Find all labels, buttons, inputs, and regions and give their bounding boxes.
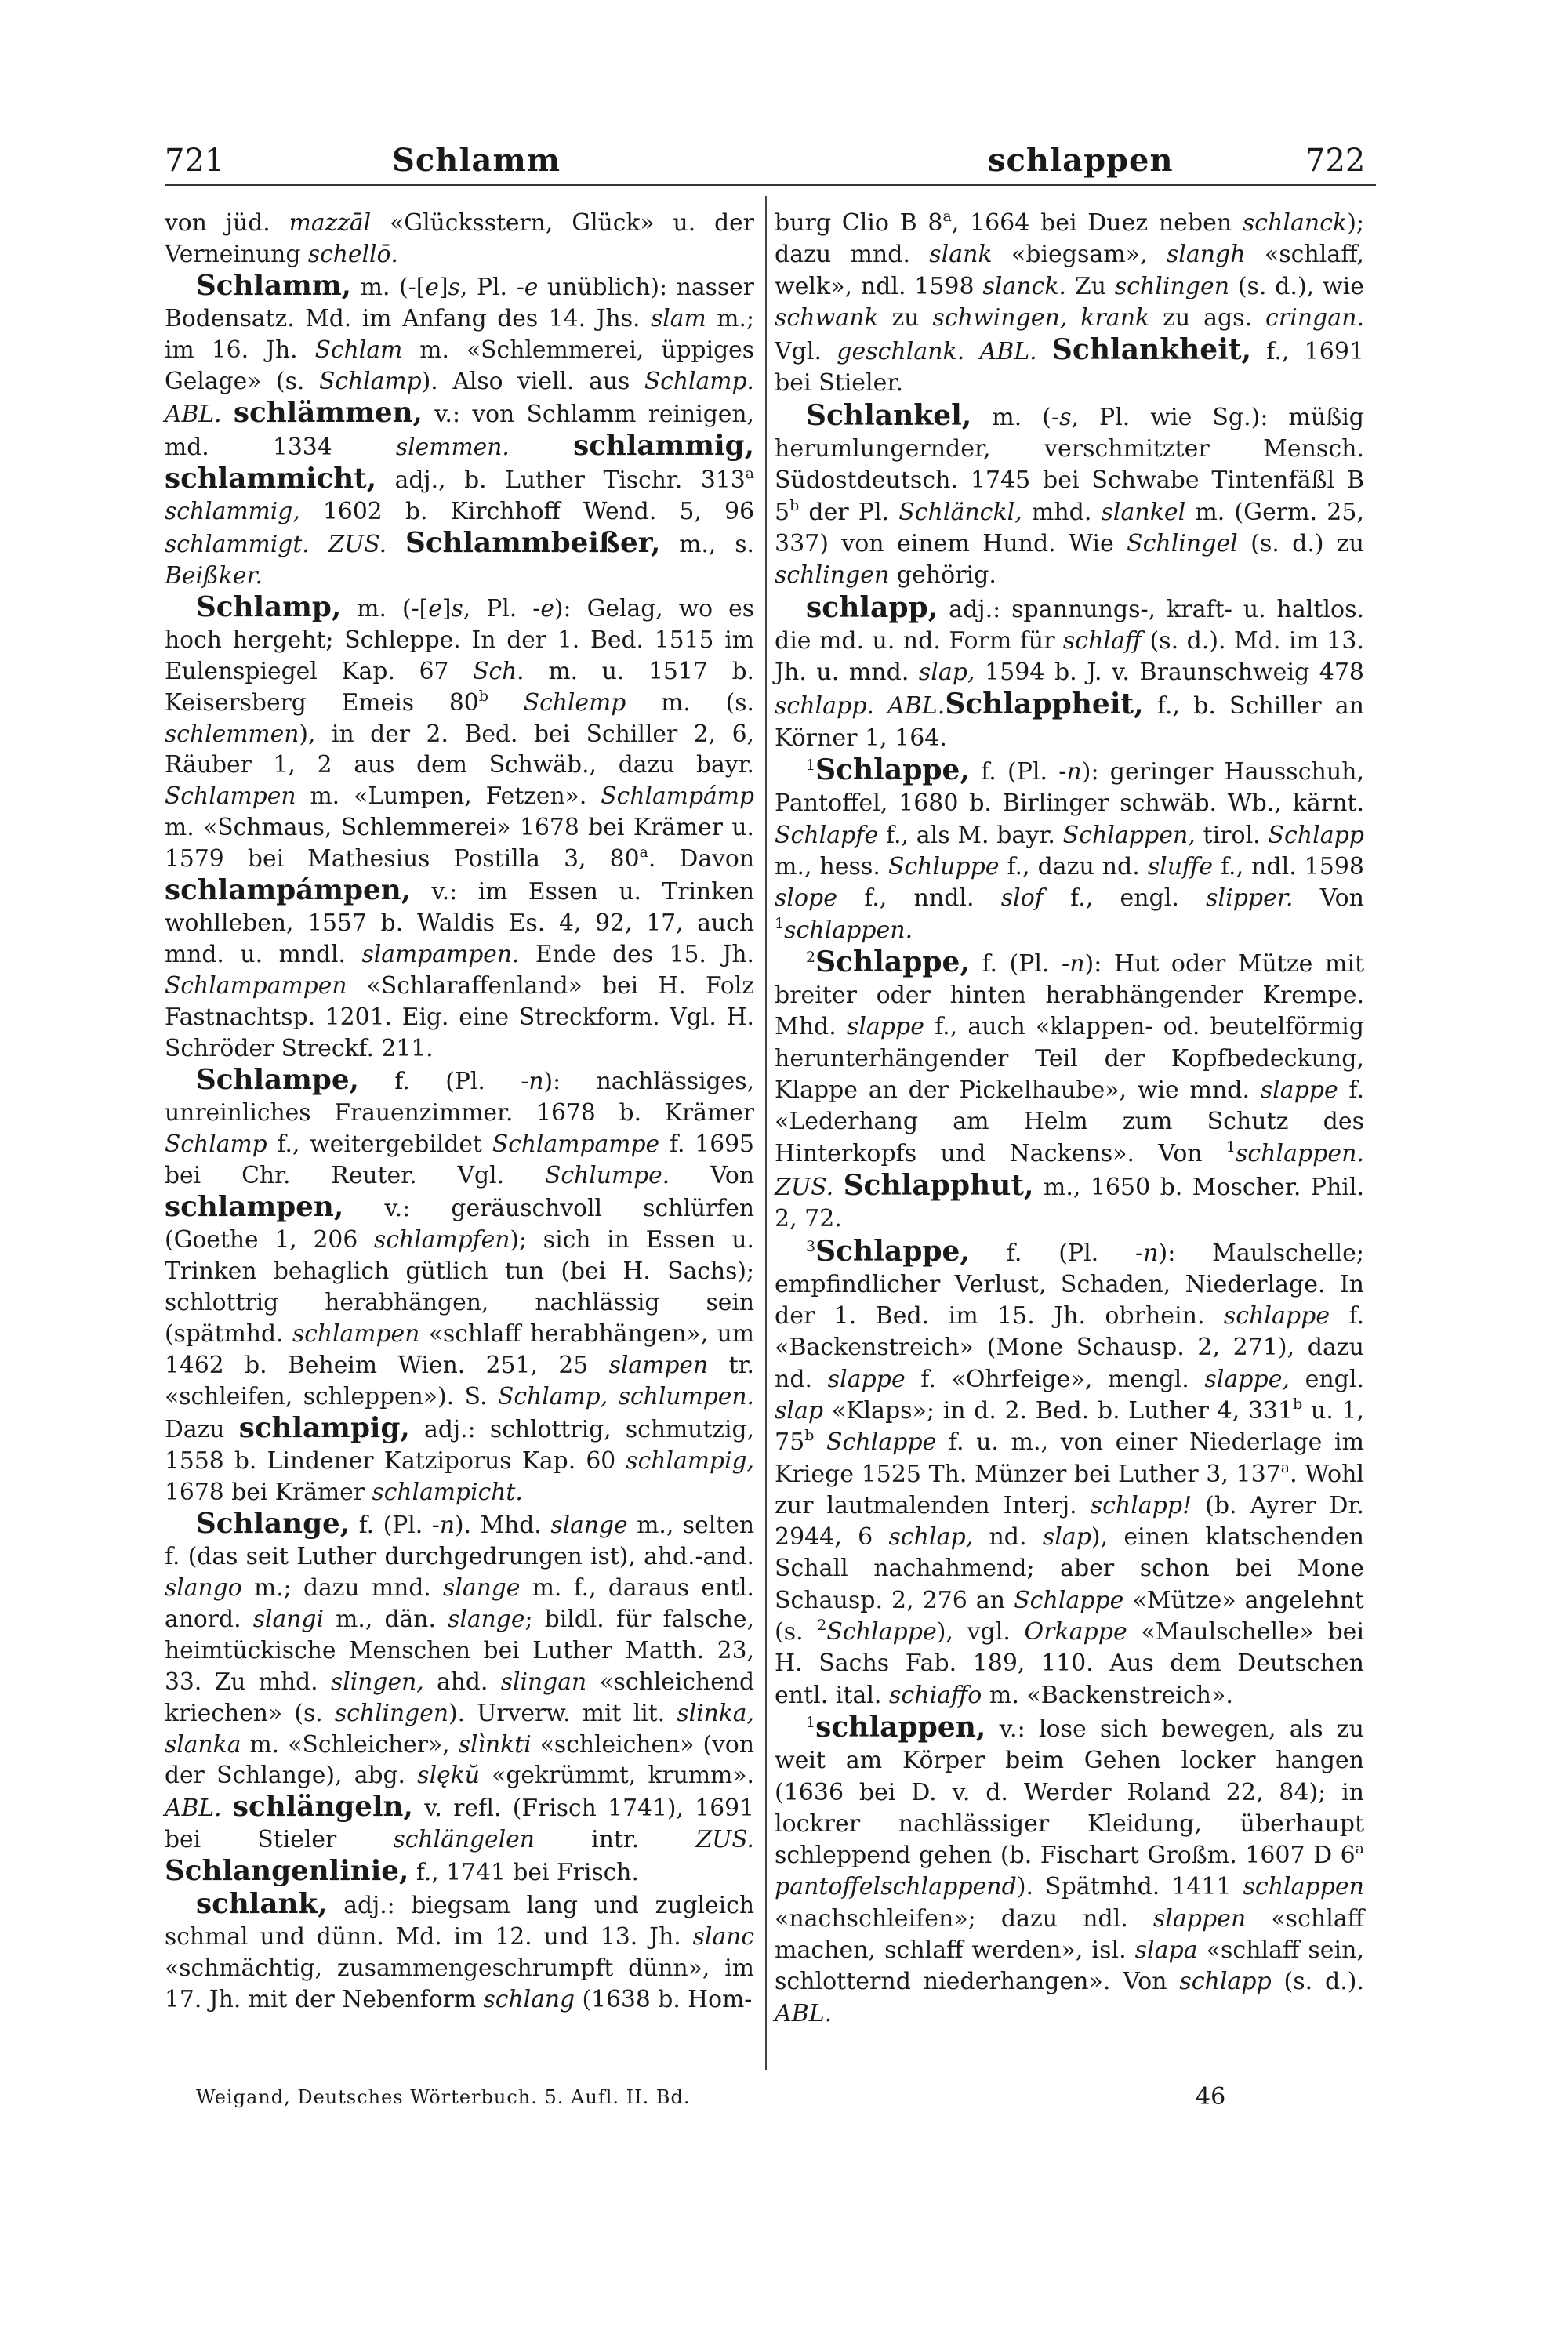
headword: Schlappheit, <box>945 688 1144 721</box>
headword: Schlapphut, <box>843 1168 1034 1202</box>
entry-continuation: von jüd. mazzāl «Glücksstern, Glück» u. der Verneinung schellō. <box>165 209 754 268</box>
headword: schlampig, <box>238 1410 410 1444</box>
headword: schlapp, <box>806 590 938 624</box>
headword: schlammig, schlammicht, <box>165 428 754 495</box>
entry-schlappe-2: $^2$Schlappe, f. (Pl. -n): Hut oder Mütze mit breiter oder hinten herabhängender Krempe. Mhd. slappe f., auch «klappen- od. beutelförmig herunterhängender Teil der Kopfbedeckung, Klappe an der Pickelhaube», wie mnd. slappe f. «Lederhang am Helm zum Schutz des Hinterkopfs und Nackens». Von $^1$schlappen. ZUS. Schlapphut, m., 1650 b. Moscher. Phil. 2, 72. <box>775 945 1364 1233</box>
running-head-left: Schlamm <box>392 142 561 179</box>
headword: schlängeln, <box>232 1790 413 1824</box>
headword: Schlappe, <box>815 945 970 978</box>
entry-schlange: Schlange, f. (Pl. -n). Mhd. slange m., selten f. (das seit Luther durchgedrungen ist), ahd.-and. slango m.; dazu mnd. slange m. f., daraus entl. anord. slangi m., dän. slange; bildl. für falsche, heimtückische Menschen bei Luther Matth. 23, 33. Zu mhd. slingen, ahd. slingan «schleichend kriechen» (s. schlingen). Urverw. mit lit. slinka, slanka m. «Schleicher», slìnkti «schleichen» (von der Schlange), abg. slękŭ «gekrümmt, krumm». ABL. schlängeln, v. refl. (Frisch 1741), 1691 bei Stieler schlängelen intr. ZUS. Schlangenlinie, f., 1741 bei Frisch. <box>165 1506 755 1888</box>
entry-schlankel: Schlankel, m. (-s, Pl. wie Sg.): müßig herumlungernder, verschmitzter Mensch. Südostdeutsch. 1745 bei Schwabe Tintenfäßl B 5$^b$ der Pl. Schlänckl, mhd. slankel m. (Germ. 25, 337) von einem Hund. Wie Schlingel (s. d.) zu schlingen gehörig. <box>775 398 1364 590</box>
footer-source: Weigand, Deutsches Wörterbuch. 5. Aufl. II. Bd. <box>196 2086 691 2108</box>
column-divider <box>765 196 767 2070</box>
headword: schlank, <box>196 1887 328 1921</box>
headword: schlappen, <box>815 1710 986 1744</box>
column-right <box>775 208 1364 2030</box>
headword: Schlankheit, <box>1051 333 1252 367</box>
homograph-number: 3 <box>806 1237 816 1255</box>
homograph-number: 2 <box>806 948 816 966</box>
entry-schlappe-3: $^3$Schlappe, f. (Pl. -n): Maulschelle; empfindlicher Verlust, Schaden, Niederlage. In der 1. Bed. im 15. Jh. obrhein. schlappe f. «Backenstreich» (Mone Schausp. 2, 271), dazu nd. slappe f. «Ohrfeige», mengl. slappe, engl. slap «Klaps»; in d. 2. Bed. b. Luther 4, 331$^b$ u. 1, 75$^b$ Schlappe f. u. m., von einer Niederlage im Kriege 1525 Th. Münzer bei Luther 3, 137$^a$. Wohl zur lautmalenden Interj. schlapp! (b. Ayrer Dr. 2944, 6 schlap, nd. slap), einen klatschenden Schall nachahmend; aber schon bei Mone Schausp. 2, 276 an Schlappe «Mütze» angelehnt (s. $^2$Schlappe), vgl. Orkappe «Maulschelle» bei H. Sachs Fab. 189, 110. Aus dem Deutschen entl. ital. schiaffo m. «Backenstreich». <box>775 1234 1365 1709</box>
column-left <box>165 208 754 2016</box>
headword: schlämmen, <box>233 395 423 429</box>
entry-schlapp: schlapp, adj.: spannungs-, kraft- u. haltlos. die md. u. nd. Form für schlaff (s. d.). Md. im 13. Jh. u. mnd. slap, 1594 b. J. v. Braunschweig 478 schlapp. ABL.Schlappheit, f., b. Schiller an Körner 1, 164. <box>775 590 1365 752</box>
homograph-number: 1 <box>806 1713 816 1731</box>
entry-schlappe-1: $^1$Schlappe, f. (Pl. -n): geringer Hausschuh, Pantoffel, 1680 b. Birlinger schwäb. Wb., kärnt. Schlapfe f., als M. bayr. Schlappen, tirol. Schlapp m., hess. Schluppe f., dazu nd. sluffe f., ndl. 1598 slope f., nndl. slof f., engl. slipper. Von $^1$schlappen. <box>775 753 1364 944</box>
headword: Schlappe, <box>815 1234 970 1268</box>
entry-schlank: schlank, adj.: biegsam lang und zugleich schmal und dünn. Md. im 12. und 13. Jh. slanc «schmächtig, zusammengeschrumpft dünn», im 17. Jh. mit der Nebenform schlang (1638 b. Hom- <box>165 1887 754 2014</box>
headword: Schlangenlinie, <box>165 1854 409 1888</box>
running-head-right: schlappen <box>988 142 1174 179</box>
entry-schlamp: Schlamp, m. (-[e]s, Pl. -e): Gelag, wo es hoch hergeht; Schleppe. In der 1. Bed. 1515 im Eulenspiegel Kap. 67 Sch. m. u. 1517 b. Keisersberg Emeis 80$^b$ Schlemp m. (s. schlemmen), in der 2. Bed. bei Schiller 2, 6, Räuber 1, 2 aus dem Schwäb., dazu bayr. Schlampen m. «Lumpen, Fetzen». Schlampámp m. «Schmaus, Schlemmerei» 1678 bei Krämer u. 1579 bei Mathesius Postilla 3, 80$^a$. Davon schlampámpen, v.: im Essen u. Trinken wohlleben, 1557 b. Waldis Es. 4, 92, 17, auch mnd. u. mndl. slampampen. Ende des 15. Jh. Schlampampen «Schlaraffenland» bei H. Folz Fastnachtsp. 1201. Eig. eine Streckform. Vgl. H. Schröder Streckf. 211. <box>165 590 754 1063</box>
headword: schlampen, <box>165 1190 344 1224</box>
headword: Schlappe, <box>815 753 970 787</box>
headword: Schlankel, <box>806 398 972 432</box>
entry-continuation: burg Clio B 8$^a$, 1664 bei Duez neben schlanck); dazu mnd. slank «biegsam», slangh «schlaff, welk», ndl. 1598 slanck. Zu schlingen (s. d.), wie schwank zu schwingen, krank zu ags. cringan. Vgl. geschlank. ABL. Schlankheit, f., 1691 bei Stieler. <box>775 208 1364 397</box>
headword: schlampámpen, <box>165 873 412 907</box>
page-number-right: 722 <box>1305 143 1366 179</box>
entry-schlampe: Schlampe, f. (Pl. -n): nachlässiges, unreinliches Frauenzimmer. 1678 b. Krämer Schlamp f., weitergebildet Schlampampe f. 1695 bei Chr. Reuter. Vgl. Schlumpe. Von schlampen, v.: geräuschvoll schlürfen (Goethe 1, 206 schlampfen); sich in Essen u. Trinken behaglich gütlich tun (bei H. Sachs); schlottrig herabhängen, nachlässig sein (spätmhd. schlampen «schlaff herabhängen», um 1462 b. Beheim Wien. 251, 25 slampen tr. «schleifen, schleppen»). S. Schlamp, schlumpen. Dazu schlampig, adj.: schlottrig, schmutzig, 1558 b. Lindener Katziporus Kap. 60 schlampig, 1678 bei Krämer schlampicht. <box>165 1063 754 1506</box>
page-number-left: 721 <box>165 143 225 179</box>
headword: Schlampe, <box>196 1063 359 1097</box>
headword: Schlamm, <box>196 268 352 302</box>
footer-signature: 46 <box>1196 2083 1226 2111</box>
headword: Schlamp, <box>196 590 342 623</box>
homograph-number: 1 <box>806 757 816 775</box>
headword: Schlange, <box>196 1506 350 1540</box>
header-rule <box>165 184 1376 186</box>
entry-schlamm: Schlamm, m. (-[e]s, Pl. -e unüblich): nasser Bodensatz. Md. im Anfang des 14. Jhs. slam m.; im 16. Jh. Schlam m. «Schlemmerei, üppiges Gelage» (s. Schlamp). Also viell. aus Schlamp. ABL. schlämmen, v.: von Schlamm reinigen, md. 1334 slemmen. schlammig, schlammicht, adj., b. Luther Tischr. 313$^a$ schlammig, 1602 b. Kirchhoff Wend. 5, 96 schlammigt. ZUS. Schlammbeißer, m., s. Beißker. <box>165 268 754 590</box>
entry-schlappen: $^1$schlappen, v.: lose sich bewegen, als zu weit am Körper beim Gehen locker hangen (1636 bei D. v. d. Werder Roland 22, 84); in lockrer nachlässiger Kleidung, überhaupt schleppend gehen (b. Fischart Großm. 1607 D 6$^a$ pantoffelschlappend). Spätmhd. 1411 schlappen «nachschleifen»; dazu ndl. slappen «schlaff machen, schlaff werden», isl. slapa «schlaff sein, schlotternd niederhangen». Von schlapp (s. d.). ABL. <box>775 1710 1364 2027</box>
headword: Schlammbeißer, <box>405 525 661 559</box>
